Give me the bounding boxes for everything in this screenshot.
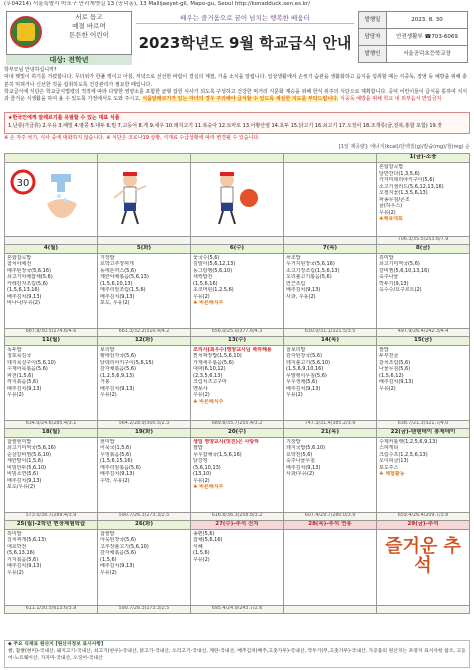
- day-menu: [98, 163, 191, 237]
- intro-paragraph-2: 학교급식에 식단은 학교급식법령의 적적에 따라 다양한 영양소를 포함한 균형 잡힌 식사가 되도록 구성하고 건강한 먹거리 식문화 계승을 위해 한식 위주의 식단으로 계획합니다. 공덕 어린이들이 급식을 통하여 지식과 즐거운 식생활을 하여 올 수 있도록 가정에서도 도와 주시고,: [4, 88, 468, 102]
- menu-item: 무말랭이무침(5,6): [286, 372, 327, 379]
- day-menu: [377, 345, 470, 420]
- day-menu: [377, 529, 470, 605]
- origin-title: ◆ 주요 식재료 원산지 [원산지정보 표시사항]: [8, 642, 104, 647]
- day-menu: [191, 437, 284, 512]
- menu-item: 무우생채(5,6): [286, 379, 318, 385]
- day-menu: [284, 253, 377, 328]
- menu-item: (1,5,6): [100, 556, 117, 563]
- nutrition-values: 630.0/31.1/321.5/3.5: [284, 328, 377, 336]
- menu-item: 비빔만두(5,6,10): [7, 464, 47, 471]
- menu-item: 배추김치(9,13): [100, 563, 135, 569]
- nutrition-values: 590.7/26.3/273.3/2.5: [98, 605, 191, 613]
- motto-line-2: 예절 바르며: [72, 21, 106, 30]
- menu-item: 우거지된장국(5,6,16): [286, 261, 335, 267]
- special-note: 조리사(최우수)영양교사님 축하해용: [193, 346, 272, 353]
- menu-item: 기장밥: [100, 254, 115, 261]
- publication-info-table: [358, 11, 468, 63]
- menu-item: 보리밥: [100, 346, 115, 353]
- menu-item: 파전(1,5,6): [7, 372, 34, 379]
- menu-item: 갈치조림(5,6): [379, 359, 411, 366]
- menu-item: 아욱된장국(5,6): [100, 537, 137, 543]
- origin-text: 쌀, 찹쌀(현미)-국내산, 돼지고기-국내산, 쇠고기(한우)-국내산, 닭고기-국내산, 오리고기-국내산, 계란-국내산, 배추김치(배추,고춧가루)-국내산, 깍두기(무,고춧가루)-국내산, 가공품의 원산지는 포장지 표시사항 참조, 고등어-노르웨이산, 가자미-국내산, 오징어-국내산: [8, 648, 466, 661]
- menu-item: 우유(2): [193, 556, 210, 563]
- menu-item: 찰보리밥: [286, 346, 306, 353]
- warning-text: ※ 손 자주 씻기, 식사 중에 대화하지 않습니다. ※ 식단은 코로나19 상황, 식재료 수급상황에 따라 변경될 수 있습니다.: [4, 135, 260, 141]
- nutrition-values: 687.8/30.5/274.6/4.6: [5, 328, 98, 336]
- menu-item: 배추김치(9,13): [7, 563, 42, 569]
- handwash-illustration-icon: [7, 164, 93, 232]
- menu-item: 우유(2): [193, 477, 210, 484]
- nutrition-values: 747.3/31.4/385.2/3.9: [284, 420, 377, 428]
- day-menu: [191, 345, 284, 420]
- kid-with-ball-illustration-icon: [193, 164, 279, 232]
- menu-item: (1,5,6,12): [379, 372, 404, 379]
- menu-item: 잡채(5,6,16): [193, 537, 223, 543]
- day-header: 28(목)-추석 연휴: [284, 520, 377, 529]
- menu-item: 배추김치(9,13): [379, 379, 414, 385]
- menu-item: 우유(2): [379, 385, 396, 392]
- menu-item: 기장밥: [286, 438, 301, 445]
- menu-item: 찹쌀밥: [100, 530, 115, 537]
- nutrition-values: 659.4/26.4/209.7/3.8: [377, 512, 470, 520]
- day-header: [98, 154, 191, 163]
- menu-item: 돼지목살구이(5,6,10): [7, 359, 56, 366]
- menu-item: 소고기샐러드(5,6,12,13,16): [379, 183, 444, 190]
- day-header: 8(금): [377, 244, 470, 253]
- day-header: 4(월): [5, 244, 98, 253]
- menu-item: 우유(2): [7, 392, 24, 398]
- menu-item: 배추김치(9,13): [7, 293, 42, 300]
- menu-item: 가자미데리야키구이(5,6): [379, 177, 435, 183]
- menu-item: 대파(6,10,12): [193, 366, 226, 372]
- date-label: 발행일: [359, 12, 387, 29]
- day-menu: [5, 163, 98, 237]
- svg-text:30: 30: [16, 178, 30, 189]
- menu-item: 우유(2): [193, 392, 210, 398]
- menu-item: 어묵국(1,5,6): [100, 445, 132, 451]
- menu-item: 카레감자조림(5,6): [7, 280, 48, 287]
- menu-item: (13,10): [193, 471, 212, 477]
- menu-item: 배추김치(9,13): [7, 385, 42, 392]
- menu-item: 가지볶음(5,6): [7, 556, 39, 563]
- menu-item: 소고기장조림(1,5,6,13): [286, 267, 340, 274]
- nutrition-values: 656.0/25.0/377.6/4.3: [191, 328, 284, 336]
- allergy-notice: [4, 112, 470, 134]
- nutrition-values: 695.4/24.9/243.7/2.6: [191, 605, 284, 613]
- menu-item: 닭강정: [193, 458, 208, 464]
- school-emblem-inner: [17, 23, 35, 41]
- nutrition-values: 616.8/36.3/258.8/3.2: [191, 512, 284, 520]
- nutrition-values: [98, 236, 191, 244]
- menu-item: 닭데리야키구이(5,6,15): [100, 359, 154, 366]
- menu-item: 꽃국수(5,6): [193, 254, 220, 261]
- nutrition-values: 590.7/26.3/273.3/2.5: [98, 512, 191, 520]
- day-menu: [98, 529, 191, 605]
- event-tag: ♣체육대회: [379, 216, 403, 222]
- menu-item: 숙주나물: [379, 274, 399, 280]
- menu-item: 두부전골: [379, 353, 399, 359]
- menu-item: 김치찌개(5,6,13): [7, 537, 47, 543]
- menu-item: 오이피클(13): [379, 458, 409, 464]
- menu-item: 메추리알조림(1,5,6): [100, 287, 146, 293]
- allergy-list: 1.난류(가금류) 2.우유 3.메밀 4.땅콩 5.대두 6.밀 7.고등어 8.게 9.새우 10.돼지고기 11.복숭아 12.토마토 13.아황산염 14.호두 15.닭고기 16.쇠고기 17.오징어 18.조개류(굴,전복,홍합 포함) 19.잣: [8, 122, 443, 129]
- day-header: 19(화): [98, 428, 191, 437]
- menu-item: 우유(2): [7, 569, 24, 576]
- menu-item: 쌀밥: [379, 346, 389, 353]
- menu-item: 포도, 우유(2): [100, 300, 130, 306]
- menu-item: 고추장불고기(5,6,10): [100, 543, 149, 550]
- menu-item: 사과/우유(2): [286, 471, 315, 477]
- intro-text: [4, 67, 470, 103]
- menu-item: 크림치즈고구마: [193, 379, 227, 385]
- nutrition-values: [191, 236, 284, 244]
- day-menu: [284, 163, 377, 237]
- kids-running-illustration-icon: [100, 164, 186, 232]
- menu-item: 스파게티: [379, 445, 399, 451]
- page-title: 2023학년도 9월 학교급식 안내: [138, 34, 352, 52]
- nutrition-values: 638.7/21.3/321.7/4.0: [377, 420, 470, 428]
- origin-info: [4, 640, 470, 668]
- nutrition-values: [377, 605, 470, 613]
- menu-item: 크림수프(1,2,5,6,13): [379, 451, 428, 458]
- nutrition-values: [284, 605, 377, 613]
- menu-item: 멘보샤: [193, 385, 208, 392]
- menu-item: 순살갈비찜(5,6,10): [7, 451, 51, 458]
- menu-item: 참치야채전: [7, 261, 32, 267]
- menu-item: (1,5,6,13,16): [7, 287, 40, 293]
- day-header: 27(수)-추석 잔치: [191, 520, 284, 529]
- menu-item: 우유(2): [100, 569, 117, 576]
- menu-item: 깍두기(9,13): [379, 280, 409, 287]
- menu-item: 감자채볶음(5,6): [100, 550, 137, 556]
- menu-item: (5,6,10,13): [193, 464, 221, 471]
- day-menu: [98, 437, 191, 512]
- person-value: 안전생활부 ☎703-6069: [387, 29, 468, 46]
- nutrition-values: 497.9/26.4/242.3/4.4: [377, 328, 470, 336]
- menu-item: 흑미밥: [379, 254, 394, 261]
- menu-item: (5,6,13,16): [7, 550, 35, 556]
- day-header: 12(화): [98, 336, 191, 345]
- menu-item: 황태감자국(5,6): [100, 353, 137, 359]
- day-menu: [191, 253, 284, 328]
- day-header: 6(수): [191, 244, 284, 253]
- slogan: 배우는 즐거움으로 꿈이 넘치는 행복한 배움터: [136, 12, 354, 24]
- day-header: 22(금)-텐텐데이 봉제데이: [377, 428, 470, 437]
- person-label: 담당자: [359, 29, 387, 46]
- nutrition-values: [5, 236, 98, 244]
- menu-item: 쇠고기미역국(5,6): [379, 261, 420, 267]
- greeting: 학부모님 안녕하십니까?: [4, 67, 57, 73]
- menu-item: 흑미밥: [7, 530, 22, 537]
- menu-item: 배추김치(9,13): [100, 385, 135, 392]
- day-menu: [191, 163, 284, 237]
- publisher-label: 발행인: [359, 46, 387, 63]
- school-motto: [48, 13, 130, 39]
- menu-item: 찐치짜장밥(1,5,6,10): [193, 353, 242, 359]
- nutrition-values: 611.1/30.5/613.6/3.9: [5, 605, 98, 613]
- day-header: [5, 154, 98, 163]
- day-menu: [5, 437, 98, 512]
- menu-item: 연근조림: [286, 280, 306, 287]
- menu-item: 식혜: [193, 543, 203, 550]
- menu-item: 초코머핀(1,2,5,6): [193, 287, 234, 293]
- menu-item: 달반찬다(1,3,5,6): [379, 170, 420, 177]
- day-header: 5(화): [98, 244, 191, 253]
- menu-item: 감자채볶음(5,6): [100, 366, 137, 372]
- day-menu: [5, 253, 98, 328]
- day-menu: [284, 529, 377, 605]
- day-menu: [377, 437, 470, 512]
- motto-line-3: 튼튼한 어린이: [69, 30, 109, 39]
- day-menu: [284, 345, 377, 420]
- menu-item: 동그랑땡(5,6,10): [193, 267, 233, 274]
- menu-item: 애호박전: [7, 543, 27, 550]
- menu-item: 갈비찜(5,6,10,13,16): [379, 267, 430, 274]
- menu-item: 현미밥: [100, 438, 115, 445]
- menu-item: 배추김치(9,13): [100, 471, 135, 477]
- menu-item: (1,5,6,9,10,16): [286, 366, 324, 372]
- menu-item: 감자된장국(5,6): [286, 353, 323, 359]
- intro-paragraph-3: 식품알레르기가 있는 자녀의 경우 주의해야 급식할 수 있도록 세심한 지도를 부탁드립니다.: [142, 96, 339, 102]
- day-menu: [5, 529, 98, 605]
- event-tag: ♣ 바른배식주: [193, 398, 224, 405]
- menu-item: 혼합잡곡밥: [379, 164, 404, 170]
- menu-item: 우유(2): [286, 392, 303, 398]
- menu-item: 파송무침/콘조: [379, 196, 410, 203]
- menu-item: 가재새우볶음(5,6): [193, 359, 234, 366]
- menu-item: 돼지국밥(5,6,10): [286, 445, 326, 451]
- day-header: 21(목): [284, 428, 377, 437]
- menu-item: 무우잡채국(1,5,6,16): [193, 451, 242, 458]
- day-header: 11(월): [5, 336, 98, 345]
- menu-item: 배추김치(9,13): [100, 293, 135, 300]
- event-tag: ♣ 바른배식주: [193, 300, 224, 306]
- day-header: [191, 154, 284, 163]
- menu-item: 배추김치(9,13): [286, 385, 321, 392]
- menu-item: 귤(하우스): [379, 203, 403, 209]
- target-audience: 대상: 전학년: [6, 54, 132, 65]
- menu-item: 배추김치(9,13): [286, 287, 321, 293]
- menu-item: 새싹밥전: [193, 274, 213, 280]
- day-menu: [377, 163, 470, 237]
- menu-item: 거봉: [100, 379, 110, 385]
- menu-item: 옥수수/요구르트(2): [379, 287, 422, 293]
- day-header: 15(금): [377, 336, 470, 345]
- day-menu: [5, 345, 98, 420]
- event-tag: ♣ 체험활동: [379, 471, 405, 477]
- day-header: [284, 154, 377, 163]
- nutrition-legend: [1일 제공량]: 에너지(kcal)/단백질(g)/칼슘(mg)/철(mg) 순: [338, 144, 470, 150]
- menu-item: 동태돈까스(5,6): [100, 267, 137, 274]
- menu-item: 숙주나물무침: [286, 458, 315, 464]
- menu-item: 수제어묵볶음(5,6): [7, 366, 48, 372]
- menu-item: 혼합잡곡밥: [7, 254, 32, 261]
- menu-item: 배추된장국(5,6,16): [7, 267, 51, 274]
- intro-paragraph-4: 식중독 예방을 위해 학교 내 외부음식 반입금지: [340, 96, 442, 102]
- menu-item: (1,5,6,16): [193, 280, 218, 287]
- menu-item: 배추김치(9,13): [286, 464, 321, 471]
- day-menu: [191, 529, 284, 605]
- menu-item: 송편(5,6): [193, 530, 215, 537]
- special-note: 생일 영양교사(멋진)은 사랑하: [193, 438, 260, 445]
- menu-item: 김말이(5,6,12,13): [193, 261, 236, 267]
- day-menu: [284, 437, 377, 512]
- menu-item: 메추리알볶음(5,6): [100, 464, 141, 471]
- nutrition-values: [284, 236, 377, 244]
- menu-item: 오절지꽃(1,3,5,6,13): [379, 190, 428, 196]
- menu-item: (1,5,6,10,13): [100, 280, 133, 287]
- nutrition-values: 573.0/38.7/289.4/3.9: [5, 512, 98, 520]
- menu-item: 계란말이(1,5,6): [7, 458, 43, 464]
- menu-item: 돼지불고기(5,6,10): [286, 359, 330, 366]
- menu-item: 녹두밥: [7, 346, 22, 353]
- menu-item: 사과, 우유(2): [286, 293, 316, 300]
- menu-item: 호박전(5,6): [286, 451, 313, 458]
- nutrition-values: 607.4/29.7/280.0/3.9: [284, 512, 377, 520]
- menu-item: 찹쌀현미밥: [7, 438, 32, 445]
- menu-item: 쇠고기미역국(5,6,16): [7, 445, 56, 451]
- menu-item: 수제커틀렛(1,2,5,6,9,13): [379, 438, 438, 445]
- nutrition-values: 564.2/28.9/300.5/2.3: [98, 420, 191, 428]
- menu-item: 배추김치(9,13): [7, 477, 42, 484]
- nutrition-values: 689.8/35.7/255.4/3.2: [191, 420, 284, 428]
- menu-item: 우유(2): [100, 392, 117, 398]
- menu-item: 청포묵김국: [7, 353, 32, 359]
- nutrition-values: 634.0/24.6/285.4/3.1: [5, 420, 98, 428]
- day-header: 20(수): [191, 428, 284, 437]
- menu-item: 우엉볶음(5,6): [100, 451, 132, 458]
- date-value: 2023. 8. 30: [387, 12, 468, 29]
- menu-item: (2,3,5,6,13): [193, 372, 223, 379]
- menu-item: 계란야채볶음(5,6,13): [100, 274, 149, 280]
- school-address: (우04214) 서울특별시 마포구 만리재옛길 13 (공덕동), 13 Mallijaeyet-gil, Mapo-gu, Seoul http://konadduck.sen.es.kr/: [4, 1, 310, 7]
- day-header: 26(화): [98, 520, 191, 529]
- menu-item: 쌀밥: [193, 445, 203, 451]
- day-header: 7(목): [284, 244, 377, 253]
- day-header: 14(목): [284, 336, 377, 345]
- menu-item: 쇠고기야채잡채(5,6): [7, 274, 53, 280]
- chuseok-greeting: 즐거운 추석: [385, 535, 461, 577]
- nutrition-values: 706.3/35.5/253.6/7.9: [377, 236, 470, 244]
- day-menu: [377, 253, 470, 328]
- intro-paragraph-1: 덕내 햇빛이 하기를 거렸합니다. 무더위가 한풀 꺾이고 아침, 저녁으로 선선한 바람이 결실의 계절, 가을 소식을 알립니다. 일상생활에서 손씻기 습관을 생활화하고 음식을 섭취할 때는 식중독, 장염 등 예방을 위해 충분히 익혀거나 신선한 것을 섭취하도록 건강관리가 필요한 때입니다.: [4, 74, 468, 88]
- day-header: 13(수): [191, 336, 284, 345]
- menu-item: 수박, 우유(2): [100, 477, 130, 484]
- motto-line-1: 서로 돕고: [75, 13, 103, 21]
- menu-item: (1,2,5,6,9,13): [100, 372, 135, 379]
- publisher-value: 서울공덕초등학교장: [387, 46, 468, 63]
- menu-item: 우유(2): [379, 209, 396, 216]
- menu-item: 나물무침(5,6): [379, 366, 411, 372]
- menu-item: 포도주스: [379, 464, 399, 471]
- menu-item: 우유(2): [193, 293, 210, 300]
- day-header: 25(월)-2학년 현장체험학습: [5, 520, 98, 529]
- menu-item: 바나나/우유(2): [7, 300, 40, 306]
- menu-item: (1,5,6): [193, 550, 210, 556]
- day-header: 1(금)-소풍: [377, 154, 470, 163]
- menu-item: 포도/우유(2): [7, 484, 36, 490]
- event-tag: ♣ 바른배식주: [193, 484, 224, 490]
- menu-item: (1,5,6,15,16): [100, 458, 133, 464]
- nutrition-values: 661.3/32.2/310.4/4.2: [98, 328, 191, 336]
- day-menu: [98, 345, 191, 420]
- menu-item: 비빔소면(5,6): [7, 471, 39, 477]
- allergy-head: ★한국인에게 알레르기를 유발할 수 있는 대표 식품: [8, 115, 120, 121]
- day-header: 29(금)-추석: [377, 520, 470, 529]
- day-menu: [98, 253, 191, 328]
- menu-item: 까지볶음(5,6): [7, 379, 39, 385]
- menu-item: 호박고추장찌개: [100, 261, 134, 267]
- meal-calendar: [4, 153, 470, 614]
- day-header: 18(월): [5, 428, 98, 437]
- menu-item: 차조밥: [286, 254, 301, 261]
- menu-item: 오리불고기볶음(5,6): [286, 274, 332, 280]
